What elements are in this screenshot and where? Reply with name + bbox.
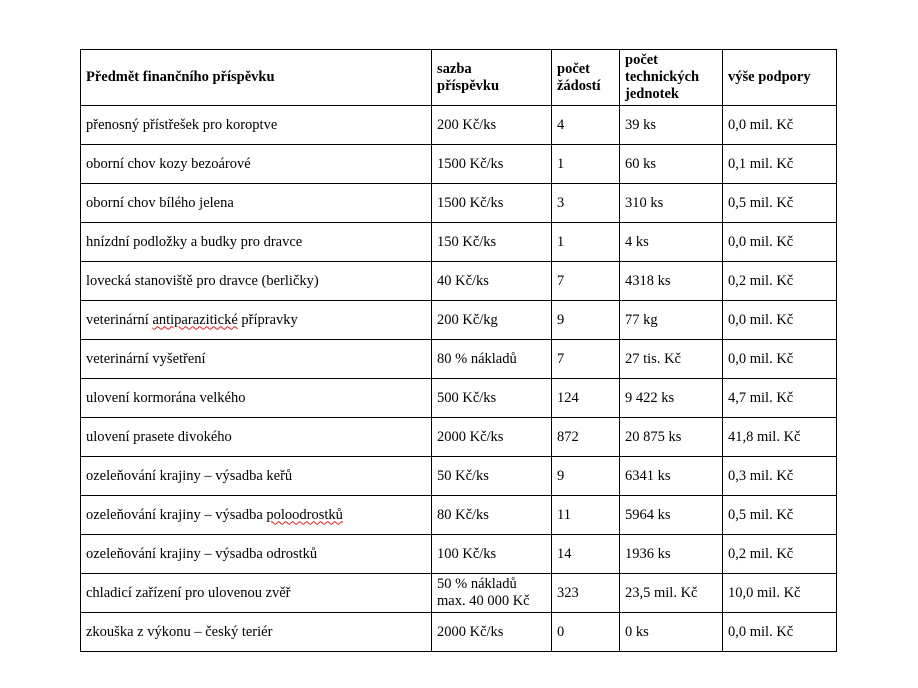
cell-text: veterinární vyšetření <box>86 350 206 367</box>
cell-text: 1500 Kč/ks <box>437 155 504 172</box>
cell-text: 9 <box>557 467 565 484</box>
rate-cell <box>432 340 552 379</box>
requests-cell <box>552 574 620 613</box>
cell-text: 3 <box>557 194 565 211</box>
units-cell <box>620 535 723 574</box>
requests-cell <box>552 184 620 223</box>
subject-cell <box>81 106 432 145</box>
cell-text: 14 <box>557 545 572 562</box>
amount-cell <box>723 301 837 340</box>
requests-cell <box>552 340 620 379</box>
units-cell <box>620 184 723 223</box>
cell-text: 0,0 mil. Kč <box>728 350 794 367</box>
units-cell <box>620 340 723 379</box>
subject-cell <box>81 535 432 574</box>
header-cell-units <box>620 50 723 106</box>
cell-text: 0,0 mil. Kč <box>728 116 794 133</box>
cell-text: veterinární antiparazitické přípravky <box>86 311 298 328</box>
amount-cell <box>723 223 837 262</box>
header-label: výše podpory <box>728 69 811 85</box>
table-row <box>81 223 837 262</box>
subject-cell <box>81 496 432 535</box>
rate-cell <box>432 145 552 184</box>
cell-text: 0,3 mil. Kč <box>728 467 794 484</box>
subject-cell <box>81 418 432 457</box>
header-label: počet žádostí <box>557 60 601 94</box>
table-row <box>81 496 837 535</box>
requests-cell <box>552 379 620 418</box>
cell-text: 40 Kč/ks <box>437 272 489 289</box>
table-row <box>81 145 837 184</box>
subject-cell <box>81 457 432 496</box>
amount-cell <box>723 340 837 379</box>
header-cell-subject <box>81 50 432 106</box>
cell-text: 0,0 mil. Kč <box>728 233 794 250</box>
cell-text: 41,8 mil. Kč <box>728 428 801 445</box>
cell-text: ozeleňování krajiny – výsadba keřů <box>86 467 293 484</box>
table-row <box>81 379 837 418</box>
header-label: Předmět finančního příspěvku <box>86 69 275 85</box>
table-row <box>81 418 837 457</box>
cell-text: 39 ks <box>625 116 657 133</box>
subject-cell <box>81 184 432 223</box>
rate-cell <box>432 496 552 535</box>
cell-text: 1 <box>557 233 565 250</box>
cell-text: 4,7 mil. Kč <box>728 389 794 406</box>
subject-cell <box>81 379 432 418</box>
spellcheck-marked-word: antiparazitické <box>152 311 238 328</box>
amount-cell <box>723 184 837 223</box>
cell-text: 20 875 ks <box>625 428 682 445</box>
cell-text: 9 <box>557 311 565 328</box>
cell-text: ozeleňování krajiny – výsadba odrostků <box>86 545 318 562</box>
cell-text: lovecká stanoviště pro dravce (berličky) <box>86 272 319 289</box>
cell-text: 124 <box>557 389 579 406</box>
cell-text: 323 <box>557 584 579 601</box>
amount-cell <box>723 496 837 535</box>
units-cell <box>620 496 723 535</box>
requests-cell <box>552 613 620 652</box>
cell-text: 0,2 mil. Kč <box>728 272 794 289</box>
rate-cell <box>432 613 552 652</box>
cell-text: 9 422 ks <box>625 389 675 406</box>
rate-cell <box>432 418 552 457</box>
cell-text: ozeleňování krajiny – výsadba poloodrostků <box>86 506 343 523</box>
cell-text: zkouška z výkonu – český teriér <box>86 623 273 640</box>
units-cell <box>620 106 723 145</box>
subject-cell <box>81 340 432 379</box>
amount-cell <box>723 262 837 301</box>
cell-text: 0,0 mil. Kč <box>728 311 794 328</box>
amount-cell <box>723 418 837 457</box>
cell-text: hnízdní podložky a budky pro dravce <box>86 233 303 250</box>
cell-text: 10,0 mil. Kč <box>728 584 801 601</box>
cell-text: 4318 ks <box>625 272 671 289</box>
rate-cell <box>432 457 552 496</box>
cell-text: 80 Kč/ks <box>437 506 489 523</box>
support-table <box>80 49 837 652</box>
amount-cell <box>723 106 837 145</box>
cell-text: 50 % nákladů max. 40 000 Kč <box>437 576 530 609</box>
cell-text: oborní chov kozy bezoárové <box>86 155 251 172</box>
cell-text: 23,5 mil. Kč <box>625 584 698 601</box>
cell-text: 1936 ks <box>625 545 671 562</box>
requests-cell <box>552 262 620 301</box>
cell-text: 6341 ks <box>625 467 671 484</box>
cell-text: 7 <box>557 272 565 289</box>
table-row <box>81 457 837 496</box>
rate-cell <box>432 574 552 613</box>
requests-cell <box>552 106 620 145</box>
requests-cell <box>552 535 620 574</box>
cell-text: 0 ks <box>625 623 649 640</box>
rate-cell <box>432 379 552 418</box>
amount-cell <box>723 457 837 496</box>
cell-text: ulovení kormorána velkého <box>86 389 246 406</box>
header-label: sazba příspěvku <box>437 60 500 94</box>
cell-text: 0,0 mil. Kč <box>728 623 794 640</box>
amount-cell <box>723 613 837 652</box>
requests-cell <box>552 418 620 457</box>
header-cell-amount <box>723 50 837 106</box>
cell-text: 1 <box>557 155 565 172</box>
subject-cell <box>81 613 432 652</box>
cell-text: přenosný přístřešek pro koroptve <box>86 116 278 133</box>
amount-cell <box>723 379 837 418</box>
cell-text: 11 <box>557 506 571 523</box>
cell-text: 2000 Kč/ks <box>437 428 504 445</box>
header-cell-requests <box>552 50 620 106</box>
table-row <box>81 613 837 652</box>
table-row <box>81 340 837 379</box>
cell-text: 7 <box>557 350 565 367</box>
cell-text: 200 Kč/kg <box>437 311 498 328</box>
cell-text: 80 % nákladů <box>437 350 517 367</box>
cell-text: 872 <box>557 428 579 445</box>
amount-cell <box>723 535 837 574</box>
rate-cell <box>432 262 552 301</box>
units-cell <box>620 613 723 652</box>
table-header-row <box>81 50 837 106</box>
requests-cell <box>552 457 620 496</box>
units-cell <box>620 223 723 262</box>
table-row <box>81 301 837 340</box>
subject-cell <box>81 574 432 613</box>
table-row <box>81 262 837 301</box>
units-cell <box>620 262 723 301</box>
requests-cell <box>552 145 620 184</box>
subject-cell <box>81 223 432 262</box>
cell-text: 0,5 mil. Kč <box>728 506 794 523</box>
subject-cell <box>81 145 432 184</box>
cell-text: 50 Kč/ks <box>437 467 489 484</box>
cell-text: 27 tis. Kč <box>625 350 681 367</box>
rate-cell <box>432 223 552 262</box>
cell-text: 0,2 mil. Kč <box>728 545 794 562</box>
units-cell <box>620 418 723 457</box>
subject-cell <box>81 301 432 340</box>
cell-text: 500 Kč/ks <box>437 389 497 406</box>
cell-text: oborní chov bílého jelena <box>86 194 234 211</box>
rate-cell <box>432 106 552 145</box>
cell-text: chladicí zařízení pro ulovenou zvěř <box>86 584 291 601</box>
units-cell <box>620 457 723 496</box>
requests-cell <box>552 223 620 262</box>
table-body <box>81 106 837 652</box>
cell-text: 150 Kč/ks <box>437 233 497 250</box>
rate-cell <box>432 535 552 574</box>
header-cell-rate <box>432 50 552 106</box>
cell-text: 4 <box>557 116 565 133</box>
subject-cell <box>81 262 432 301</box>
table-row <box>81 106 837 145</box>
cell-text: 0,5 mil. Kč <box>728 194 794 211</box>
units-cell <box>620 379 723 418</box>
table-row <box>81 535 837 574</box>
cell-text: 1500 Kč/ks <box>437 194 504 211</box>
rate-cell <box>432 301 552 340</box>
header-label: počet technických jednotek <box>625 52 700 102</box>
cell-text: 200 Kč/ks <box>437 116 497 133</box>
cell-text: 0 <box>557 623 565 640</box>
cell-text: 0,1 mil. Kč <box>728 155 794 172</box>
cell-text: 310 ks <box>625 194 664 211</box>
requests-cell <box>552 496 620 535</box>
cell-text: ulovení prasete divokého <box>86 428 232 445</box>
table-row <box>81 574 837 613</box>
table-row <box>81 184 837 223</box>
amount-cell <box>723 574 837 613</box>
rate-cell <box>432 184 552 223</box>
spellcheck-marked-word: poloodrostků <box>266 506 343 523</box>
cell-text: 77 kg <box>625 311 658 328</box>
requests-cell <box>552 301 620 340</box>
units-cell <box>620 574 723 613</box>
cell-text: 4 ks <box>625 233 649 250</box>
cell-text: 60 ks <box>625 155 657 172</box>
cell-text: 2000 Kč/ks <box>437 623 504 640</box>
units-cell <box>620 145 723 184</box>
cell-text: 5964 ks <box>625 506 671 523</box>
amount-cell <box>723 145 837 184</box>
units-cell <box>620 301 723 340</box>
cell-text: 100 Kč/ks <box>437 545 497 562</box>
